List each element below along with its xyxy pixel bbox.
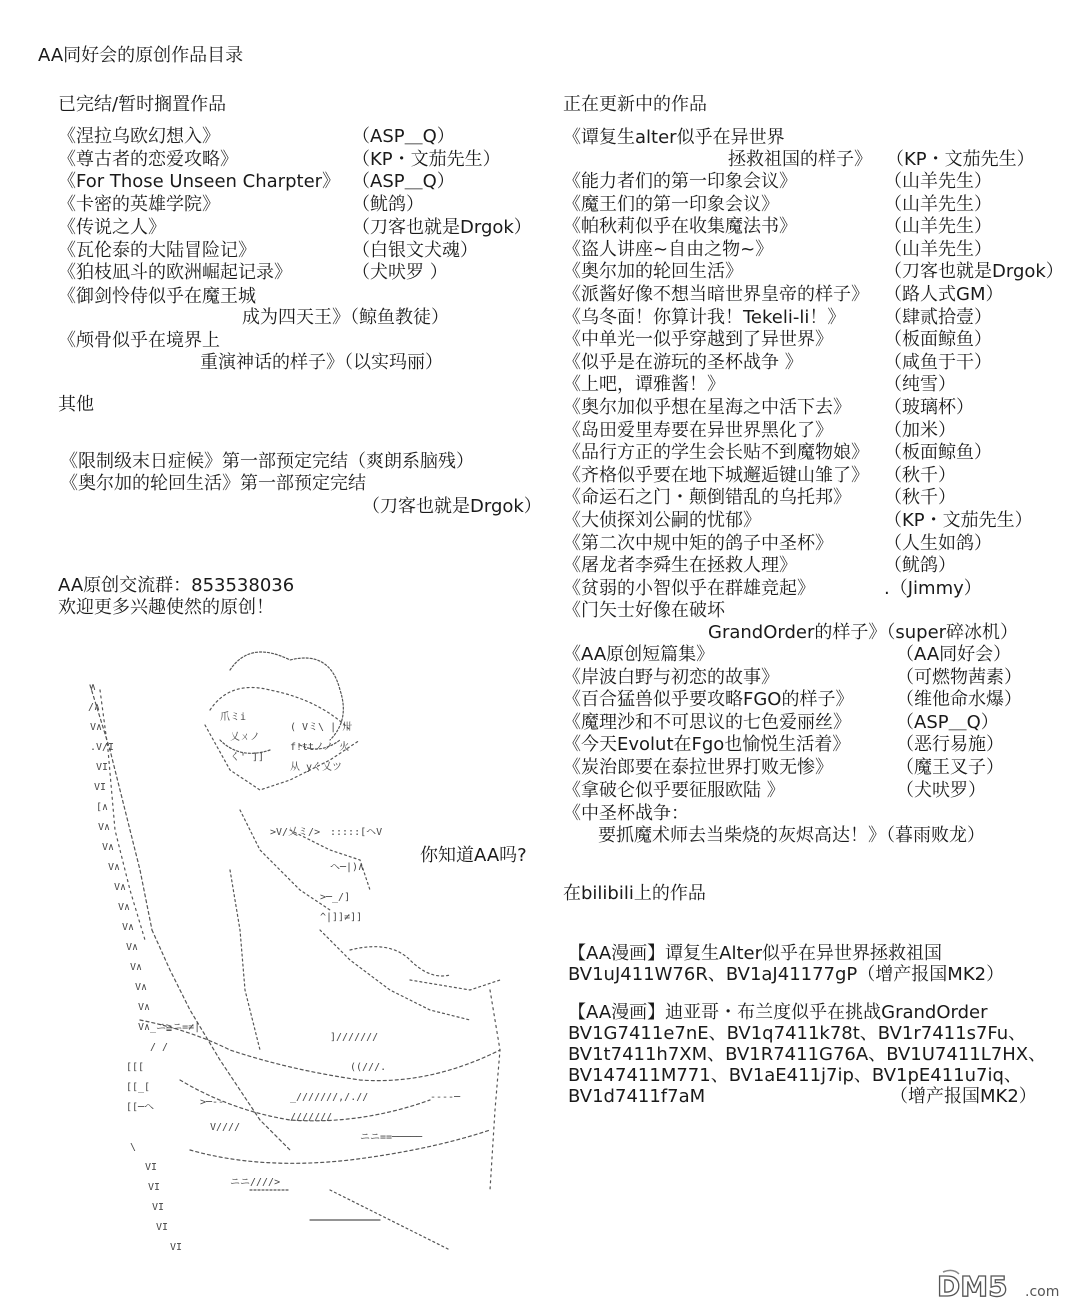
- updating-item-author: （山羊先生）: [884, 171, 992, 192]
- updating-item-row: [563, 465, 1083, 487]
- completed-item-author: （ASP＿Q）: [352, 126, 455, 147]
- completed-item-author: （ASP＿Q）: [352, 171, 455, 193]
- svg-text:V∧: V∧: [108, 862, 121, 873]
- dm5-logo-text: DM5: [937, 1270, 1008, 1302]
- updating-item-title: 《中单光一似乎穿越到了异世界》: [563, 329, 833, 351]
- updating-item-2-title: 《百合猛兽似乎要攻略FGO的样子》: [563, 689, 854, 711]
- bili-2-title: 【AA漫画】迪亚哥・布兰度似乎在挑战GrandOrder: [568, 1002, 988, 1023]
- completed-item-author: （KP・文茄先生）: [352, 148, 501, 170]
- section-completed-heading: 已完结/暂时搁置作品: [58, 94, 227, 115]
- updating-item-row: [563, 578, 1083, 600]
- updating-item-2-row: [563, 667, 1083, 689]
- completed-item-title: 《瓦伦泰的大陆冒险记》: [58, 239, 256, 261]
- svg-text:V∧: V∧: [114, 882, 127, 893]
- svg-text:/ /: / /: [150, 1042, 169, 1053]
- updating-item-row: [563, 510, 1083, 532]
- completed-item-row: [58, 217, 578, 239]
- updating-item-title: 《能力者们的第一印象会议》: [563, 171, 797, 192]
- completed-long-1-line1: 《御剑怜侍似乎在魔王城: [58, 286, 256, 307]
- svg-text:V∧: V∧: [118, 902, 131, 913]
- svg-text:[[_[: [[_[: [126, 1082, 151, 1093]
- svg-text:V∧: V∧: [98, 822, 111, 833]
- welcome-line: 欢迎更多兴趣使然的原创！: [58, 597, 274, 618]
- other-item-1: 《限制级末日症候》第一部预定完结（爽朗系脑残）: [60, 451, 474, 472]
- updating-item-author: （肆贰拾壹）: [884, 306, 992, 328]
- completed-item-row: [58, 171, 578, 193]
- updating-item-2-title: 《拿破仑似乎要征服欧陆 》: [563, 779, 785, 801]
- updating-first-author: （KP・文茄先生）: [886, 149, 1035, 170]
- completed-item-author: （犬吠罗 ）: [352, 262, 448, 284]
- svg-text:へ─|)∧: へ─|)∧: [330, 862, 365, 873]
- updating-item-2-author: （ASP＿Q）: [896, 711, 999, 733]
- updating-first-line2: 拯救祖国的样子》: [728, 149, 872, 170]
- completed-item-title: 《狛枝凪斗的欧洲崛起记录》: [58, 262, 292, 284]
- gate-line1: 《门矢士好像在破坏: [563, 600, 725, 621]
- bili-1-ids: BV1uJ411W76R、BV1aJ41177gP（增产报国MK2）: [568, 964, 1005, 985]
- updating-item-title: 《似乎是在游玩的圣杯战争 》: [563, 351, 803, 373]
- completed-long-2-line2: 重演神话的样子》（以实玛丽）: [200, 352, 443, 373]
- updating-item-title: 《奥尔加的轮回生活》: [563, 261, 743, 283]
- svg-text:V∧: V∧: [130, 962, 143, 973]
- updating-item-2-author: （AA同好会）: [896, 644, 1012, 665]
- svg-text:VI: VI: [148, 1182, 161, 1193]
- svg-text:VI: VI: [96, 762, 109, 773]
- updating-item-title: 《第二次中规中矩的鸽子中圣杯》: [563, 532, 833, 554]
- dm5-logo: [933, 1266, 1073, 1302]
- completed-long-2-line1: 《颅骨似乎在境界上: [58, 330, 220, 351]
- ascii-art-illustration: [30, 630, 550, 1260]
- svg-text:∧: ∧: [90, 682, 97, 693]
- updating-item-author: （加米）: [884, 419, 956, 441]
- section-bilibili-heading: 在bilibili上的作品: [563, 883, 706, 904]
- updating-item-author: （板面鲸鱼）: [884, 442, 992, 464]
- updating-item-author: （KP・文茄先生）: [884, 510, 1033, 531]
- ascii-art-figure: [30, 630, 550, 1260]
- svg-text:.V/I: .V/I: [90, 742, 115, 753]
- updating-item-row: [563, 216, 1083, 238]
- svg-text:>V/乂ミ/>: >V/乂ミ/>: [270, 827, 321, 838]
- updating-item-author: （板面鲸鱼）: [884, 329, 992, 351]
- updating-item-2-title: 《炭治郎要在泰拉世界打败无惨》: [563, 757, 833, 778]
- svg-text::::::[ヘV: :::::[ヘV: [330, 827, 383, 838]
- bili-2-ids-1: BV1G7411e7nE、BV1q7411k78t、BV1r7411s7Fu、: [568, 1023, 1027, 1044]
- svg-text:[∧: [∧: [96, 802, 109, 813]
- updating-item-2-row: [563, 644, 1083, 666]
- updating-item-title: 《乌冬面！你算计我！Tekeli-li！》: [563, 306, 846, 328]
- updating-item-title: 《齐格似乎要在地下城邂逅键山雏了》: [563, 464, 869, 486]
- updating-item-title: 《大侦探刘公嗣的忧郁》: [563, 510, 761, 531]
- svg-text:[[─へ: [[─へ: [126, 1102, 155, 1113]
- updating-first-line1: 《谭复生alter似乎在异世界: [563, 127, 785, 148]
- updating-item-title: 《岛田爱里寿要在异世界黑化了》: [563, 419, 833, 441]
- updating-item-title: 《奥尔加似乎想在星海之中活下去》: [563, 397, 851, 418]
- svg-text:从 yく乂ツ: 从 yく乂ツ: [290, 762, 343, 773]
- completed-item-row: [58, 262, 578, 284]
- updating-item-row: [563, 261, 1083, 283]
- updating-item-2-title: 《魔理沙和不可思议的七色爱丽丝》: [563, 711, 851, 733]
- updating-item-author: （山羊先生）: [884, 238, 992, 260]
- section-updating-heading: 正在更新中的作品: [563, 94, 707, 115]
- updating-item-author: （咸鱼于干）: [884, 351, 992, 373]
- svg-text:乂ㄨノ: 乂ㄨノ: [230, 732, 260, 743]
- svg-text:VI: VI: [170, 1242, 183, 1253]
- svg-text:>─_/]: >─_/]: [320, 892, 351, 903]
- updating-item-2-title: 《AA原创短篇集》: [563, 644, 715, 665]
- updating-item-row: [563, 442, 1083, 464]
- updating-item-row: [563, 284, 1083, 306]
- svg-text:ニニ////>: ニニ////>: [230, 1177, 281, 1188]
- updating-item-author: （山羊先生）: [884, 216, 992, 238]
- completed-item-title: 《涅拉乌欧幻想入》: [58, 126, 220, 147]
- svg-text:[[[: [[[: [126, 1062, 145, 1073]
- svg-text:_///////,/.//: _///////,/.//: [290, 1092, 369, 1103]
- updating-item-2-author: （犬吠罗）: [896, 779, 986, 801]
- updating-item-author: .（Jimmy）: [884, 577, 982, 599]
- updating-item-2-row: [563, 734, 1083, 756]
- updating-item-title: 《魔王们的第一印象会议》: [563, 193, 779, 215]
- updating-item-row: [563, 352, 1083, 374]
- svg-text:V∧_ニ≧ニ=≠|: V∧_ニ≧ニ=≠|: [138, 1022, 201, 1033]
- updating-item-author: （玻璃杯）: [884, 397, 974, 418]
- page-title: AA同好会的原创作品目录: [38, 45, 244, 66]
- section-other-heading: 其他: [58, 394, 94, 415]
- updating-item-2-row: [563, 689, 1083, 711]
- completed-item-title: 《For Those Unseen Charpter》: [58, 171, 341, 193]
- updating-item-row: [563, 171, 1083, 193]
- other-item-2-author: （刀客也就是Drgok）: [362, 496, 542, 517]
- last-line1: 《中圣杯战争：: [563, 803, 689, 824]
- svg-text:爪ミi: 爪ミi: [220, 712, 247, 723]
- updating-item-author: （刀客也就是Drgok）: [884, 261, 1064, 283]
- updating-item-row: [563, 533, 1083, 555]
- svg-text:VI: VI: [145, 1162, 158, 1173]
- completed-item-row: [58, 149, 578, 171]
- updating-item-author: （山羊先生）: [884, 193, 992, 215]
- svg-text:V∧: V∧: [138, 1002, 151, 1013]
- updating-item-author: （纯雪）: [884, 374, 956, 396]
- svg-text:VI: VI: [94, 782, 107, 793]
- updating-item-title: 《屠龙者李舜生在拯救人理》: [563, 555, 797, 577]
- svg-text:く' ]]: く' ]]: [230, 752, 265, 763]
- updating-item-title: 《上吧，谭雅酱！》: [563, 374, 725, 396]
- updating-item-author: （路人式GM）: [884, 284, 1004, 305]
- updating-item-row: [563, 374, 1083, 396]
- updating-item-row: [563, 420, 1083, 442]
- bili-2-ids-2: BV1t7411h7XM、BV1R7411G76A、BV1U7411L7HX、: [568, 1044, 1047, 1065]
- updating-item-row: [563, 307, 1083, 329]
- updating-item-author: （人生如鸽）: [884, 532, 992, 554]
- bili-2-last-id: BV1d7411f7aM: [568, 1086, 706, 1107]
- svg-text:VI: VI: [152, 1202, 165, 1213]
- updating-item-title: 《贫弱的小智似乎在群雄竞起》: [563, 577, 815, 599]
- svg-text:ニニ==─────: ニニ==─────: [360, 1132, 423, 1143]
- question-text: 你知道AA吗?: [420, 845, 527, 866]
- svg-text:/∧: /∧: [88, 702, 101, 713]
- svg-text:\: \: [130, 1142, 137, 1153]
- svg-text:///////: ///////: [290, 1112, 333, 1123]
- updating-item-2-author: （恶行易施）: [896, 734, 1004, 756]
- updating-item-author: （鱿鸽）: [884, 555, 956, 577]
- updating-item-row: [563, 487, 1083, 509]
- updating-item-row: [563, 239, 1083, 261]
- updating-item-title: 《品行方正的学生会长贴不到魔物娘》: [563, 442, 869, 464]
- updating-item-author: （秋千）: [884, 464, 956, 486]
- completed-item-row: [58, 126, 578, 148]
- svg-text:V∧: V∧: [102, 842, 115, 853]
- updating-item-2-author: （维他命水爆）: [896, 689, 1022, 711]
- svg-text:>─‐‐: >─‐‐: [200, 1097, 225, 1108]
- svg-text:V∧: V∧: [90, 722, 103, 733]
- updating-item-2-author: （可燃物茜素）: [896, 666, 1022, 688]
- completed-item-row: [58, 240, 578, 262]
- updating-item-row: [563, 194, 1083, 216]
- svg-text:f!ttノノ 火: f!ttノノ 火: [290, 742, 350, 753]
- bili-2-ids-3: BV147411M771、BV1aE411j7ip、BV1pE411u7iq、: [568, 1065, 1022, 1086]
- updating-item-2-author: （魔王叉子）: [896, 757, 1004, 778]
- updating-item-row: [563, 555, 1083, 577]
- other-item-2: 《奥尔加的轮回生活》第一部预定完结: [60, 473, 366, 494]
- completed-long-1-line2: 成为四天王》（鲸鱼教徒）: [242, 307, 449, 328]
- svg-text:V∧: V∧: [126, 942, 139, 953]
- svg-text:^|]]≠]]: ^|]]≠]]: [320, 912, 363, 923]
- gate-line2: GrandOrder的样子》（super碎冰机）: [708, 622, 1019, 643]
- group-line: AA原创交流群：853538036: [58, 575, 295, 596]
- updating-item-2-title: 《今天Evolut在Fgo也愉悦生活着》: [563, 734, 851, 756]
- bili-2-author: （增产报国MK2）: [890, 1086, 1037, 1107]
- updating-item-author: （秋千）: [884, 487, 956, 509]
- completed-item-row: [58, 194, 578, 216]
- svg-text:((///.: ((///.: [350, 1062, 387, 1073]
- completed-item-title: 《尊古者的恋爱攻略》: [58, 148, 238, 170]
- completed-item-title: 《传说之人》: [58, 216, 166, 238]
- dm5-logo-icon: [933, 1266, 1073, 1302]
- svg-text:V////: V////: [210, 1122, 241, 1133]
- updating-item-2-row: [563, 757, 1083, 779]
- updating-item-title: 《盗人讲座~自由之物~》: [563, 238, 774, 260]
- svg-text:‐‐‐‐─: ‐‐‐‐─: [430, 1092, 461, 1103]
- updating-item-2-title: 《岸波白野与初恋的故事》: [563, 666, 779, 688]
- completed-item-author: （鱿鸽）: [352, 194, 424, 216]
- svg-text:]///////: ]///////: [330, 1032, 379, 1043]
- updating-item-2-row: [563, 712, 1083, 734]
- svg-text:VI: VI: [156, 1222, 169, 1233]
- updating-item-title: 《帕秋莉似乎在收集魔法书》: [563, 216, 797, 238]
- completed-item-author: （白银文犬魂）: [352, 239, 478, 261]
- dm5-logo-suffix: .com: [1025, 1284, 1060, 1300]
- updating-item-row: [563, 397, 1083, 419]
- bili-1-title: 【AA漫画】谭复生Alter似乎在异世界拯救祖国: [568, 943, 942, 964]
- updating-item-row: [563, 329, 1083, 351]
- svg-text:V∧: V∧: [122, 922, 135, 933]
- updating-item-title: 《派酱好像不想当暗世界皇帝的样子》: [563, 284, 869, 305]
- updating-item-title: 《命运石之门・颠倒错乱的乌托邦》: [563, 487, 851, 509]
- completed-item-title: 《卡密的英雄学院》: [58, 194, 220, 216]
- completed-item-author: （刀客也就是Drgok）: [352, 216, 532, 238]
- last-line2: 要抓魔术师去当柴烧的灰烬高达！》（暮雨败龙）: [598, 825, 985, 846]
- svg-text:V∧: V∧: [135, 982, 148, 993]
- svg-text:( Vミ\ | 卅: ( Vミ\ | 卅: [290, 722, 353, 733]
- updating-item-2-row: [563, 780, 1083, 802]
